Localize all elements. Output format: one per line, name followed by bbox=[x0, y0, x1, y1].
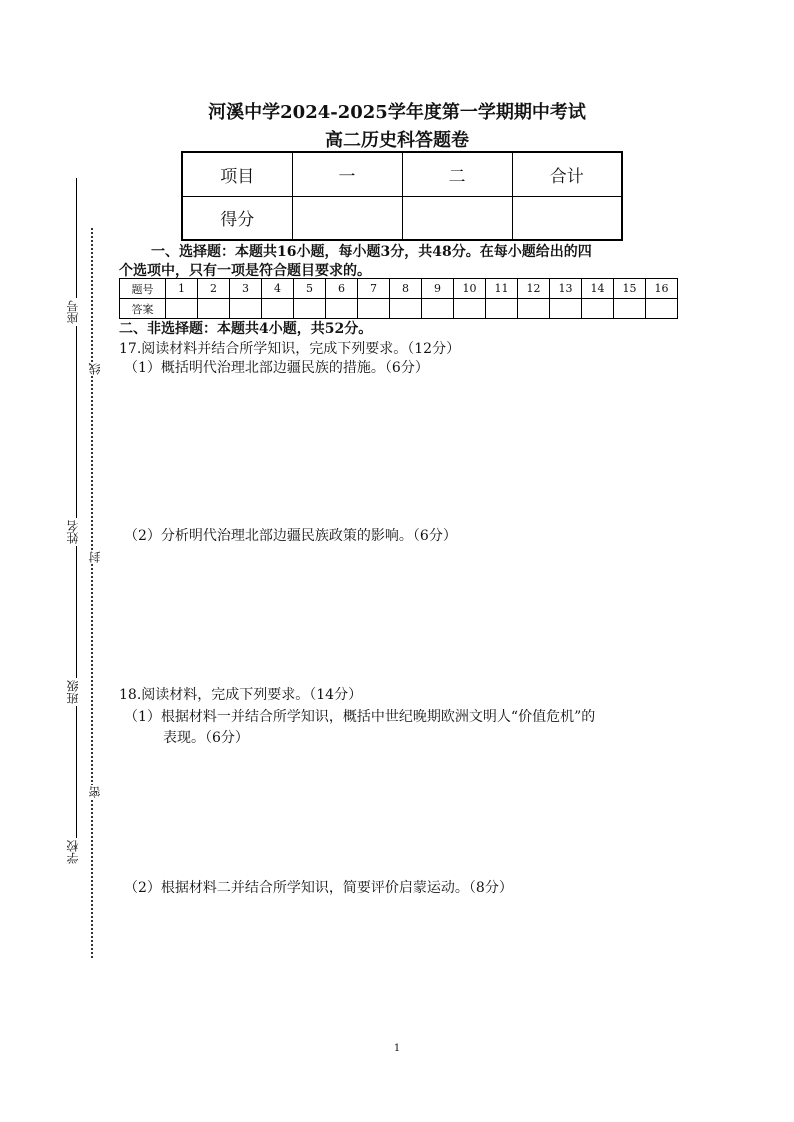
q17-part1: （1）概括明代治理北部边疆民族的措施。（6分） bbox=[124, 360, 429, 376]
score-header-part1: 一 bbox=[292, 152, 402, 196]
q18-part1-line2: 表现。（6分） bbox=[163, 730, 249, 746]
answer-cell[interactable] bbox=[198, 299, 230, 319]
answer-number-cell: 4 bbox=[262, 279, 294, 299]
class-label: 班级 bbox=[66, 680, 80, 704]
exam-subtitle: 高二历史科答题卷 bbox=[325, 130, 469, 151]
answer-number-cell: 11 bbox=[486, 279, 518, 299]
score-row-label: 得分 bbox=[182, 196, 292, 240]
line-mark: 线 bbox=[88, 363, 102, 375]
page-number: 1 bbox=[393, 1043, 401, 1054]
answer-cell[interactable] bbox=[166, 299, 198, 319]
answer-cell[interactable] bbox=[230, 299, 262, 319]
answer-cell[interactable] bbox=[326, 299, 358, 319]
q17-part2: （2）分析明代治理北部边疆民族政策的影响。（6分） bbox=[124, 528, 457, 544]
score-cell-total[interactable] bbox=[512, 196, 622, 240]
answer-row-label: 答案 bbox=[120, 299, 166, 319]
section1-heading bbox=[119, 243, 679, 281]
name-label: 姓名 bbox=[66, 520, 80, 544]
answer-number-cell: 13 bbox=[550, 279, 582, 299]
secret-mark: 密 bbox=[88, 786, 102, 798]
seal-mark: 封 bbox=[88, 551, 102, 563]
answer-number-cell: 1 bbox=[166, 279, 198, 299]
answer-number-row bbox=[120, 279, 678, 299]
answer-cell[interactable] bbox=[422, 299, 454, 319]
answer-number-cell: 8 bbox=[390, 279, 422, 299]
answer-cell[interactable] bbox=[358, 299, 390, 319]
answer-number-cell: 7 bbox=[358, 279, 390, 299]
answer-cell[interactable] bbox=[614, 299, 646, 319]
answer-row bbox=[120, 299, 678, 319]
answer-number-cell: 12 bbox=[518, 279, 550, 299]
seat-label: 座号 bbox=[66, 300, 80, 324]
answer-cell[interactable] bbox=[262, 299, 294, 319]
score-cell-part1[interactable] bbox=[292, 196, 402, 240]
answer-cell[interactable] bbox=[518, 299, 550, 319]
score-header-part2: 二 bbox=[402, 152, 512, 196]
answer-cell[interactable] bbox=[390, 299, 422, 319]
q18-stem: 18.阅读材料，完成下列要求。（14分） bbox=[119, 687, 363, 703]
school-label: 学校 bbox=[66, 840, 80, 864]
answer-cell[interactable] bbox=[550, 299, 582, 319]
answer-number-cell: 16 bbox=[646, 279, 678, 299]
answer-number-cell: 9 bbox=[422, 279, 454, 299]
score-cell-part2[interactable] bbox=[402, 196, 512, 240]
binding-dotted-line bbox=[91, 228, 93, 958]
q17-stem: 17.阅读材料并结合所学知识，完成下列要求。（12分） bbox=[119, 341, 461, 357]
q18-part2: （2）根据材料二并结合所学知识，简要评价启蒙运动。（8分） bbox=[124, 880, 513, 896]
answer-cell[interactable] bbox=[454, 299, 486, 319]
section2-heading: 二、非选择题：本题共4小题，共52分。 bbox=[119, 321, 373, 337]
answer-number-cell: 14 bbox=[582, 279, 614, 299]
score-header-item: 项目 bbox=[182, 152, 292, 196]
answer-number-cell: 3 bbox=[230, 279, 262, 299]
answer-grid bbox=[119, 278, 678, 319]
answer-number-cell: 5 bbox=[294, 279, 326, 299]
answer-cell[interactable] bbox=[582, 299, 614, 319]
answer-number-label: 题号 bbox=[120, 279, 166, 299]
section1-line1: 一、选择题：本题共16小题，每小题3分，共48分。在每小题给出的四 bbox=[151, 244, 592, 260]
answer-number-cell: 15 bbox=[614, 279, 646, 299]
score-table bbox=[181, 151, 623, 241]
exam-title: 河溪中学2024-2025学年度第一学期期中考试 bbox=[208, 102, 586, 123]
answer-cell[interactable] bbox=[294, 299, 326, 319]
answer-number-cell: 6 bbox=[326, 279, 358, 299]
section1-line2: 个选项中，只有一项是符合题目要求的。 bbox=[119, 263, 371, 279]
q18-part1-line1: （1）根据材料一并结合所学知识，概括中世纪晚期欧洲文明人“价值危机”的 bbox=[124, 709, 596, 725]
answer-number-cell: 10 bbox=[454, 279, 486, 299]
answer-cell[interactable] bbox=[646, 299, 678, 319]
answer-number-cell: 2 bbox=[198, 279, 230, 299]
score-header-total: 合计 bbox=[512, 152, 622, 196]
answer-cell[interactable] bbox=[486, 299, 518, 319]
